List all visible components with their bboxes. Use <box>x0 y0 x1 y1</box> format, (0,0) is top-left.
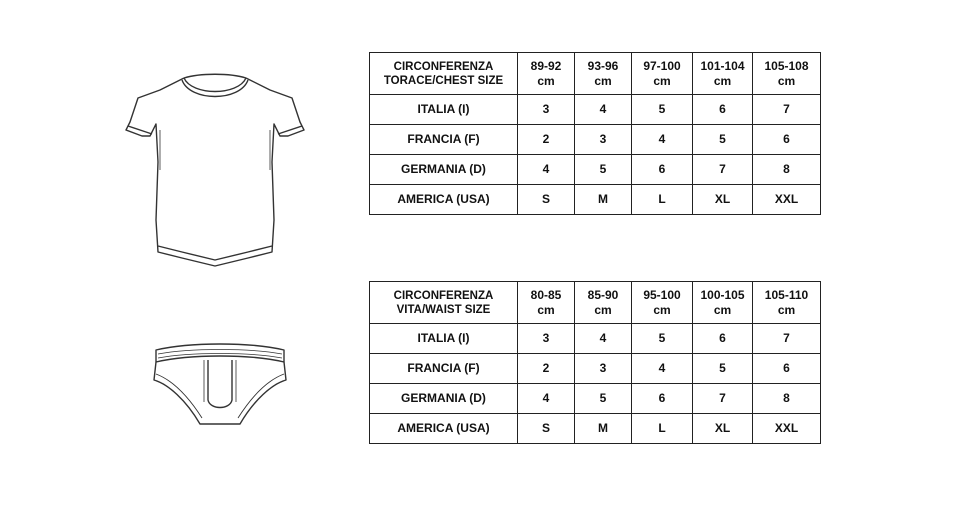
table-row <box>370 414 821 444</box>
size-cell: 5 <box>575 155 632 185</box>
size-cell: 7 <box>693 384 753 414</box>
row-label: FRANCIA (F) <box>370 354 518 384</box>
size-cell: 5 <box>693 125 753 155</box>
size-cell: 6 <box>693 95 753 125</box>
table-header-row <box>370 282 821 324</box>
size-range-header: 105-110 cm <box>753 282 821 324</box>
size-cell: 5 <box>632 95 693 125</box>
size-cell: M <box>575 414 632 444</box>
size-range-header: 105-108 cm <box>753 53 821 95</box>
table-row <box>370 125 821 155</box>
table-header-label: CIRCONFERENZA TORACE/CHEST SIZE <box>370 53 518 95</box>
size-cell: 7 <box>753 324 821 354</box>
table-header-label: CIRCONFERENZA VITA/WAIST SIZE <box>370 282 518 324</box>
tshirt-illustration <box>120 70 310 275</box>
table-row <box>370 185 821 215</box>
size-range-header: 97-100 cm <box>632 53 693 95</box>
size-cell: 4 <box>575 324 632 354</box>
table-row <box>370 384 821 414</box>
size-cell: XXL <box>753 414 821 444</box>
size-cell: 2 <box>518 354 575 384</box>
size-cell: 3 <box>518 324 575 354</box>
size-range-header: 80-85 cm <box>518 282 575 324</box>
size-cell: 4 <box>632 125 693 155</box>
row-label: GERMANIA (D) <box>370 155 518 185</box>
size-cell: 3 <box>575 125 632 155</box>
briefs-illustration <box>150 340 290 432</box>
size-cell: S <box>518 185 575 215</box>
size-range-header: 85-90 cm <box>575 282 632 324</box>
table-row <box>370 155 821 185</box>
size-cell: S <box>518 414 575 444</box>
size-cell: 4 <box>518 384 575 414</box>
size-cell: 5 <box>632 324 693 354</box>
size-cell: L <box>632 414 693 444</box>
size-cell: 3 <box>575 354 632 384</box>
size-cell: 7 <box>753 95 821 125</box>
size-range-header: 95-100 cm <box>632 282 693 324</box>
table-row <box>370 95 821 125</box>
size-cell: 6 <box>693 324 753 354</box>
size-range-header: 101-104 cm <box>693 53 753 95</box>
size-cell: 5 <box>693 354 753 384</box>
size-cell: 6 <box>632 384 693 414</box>
size-cell: 4 <box>632 354 693 384</box>
row-label: ITALIA (I) <box>370 324 518 354</box>
size-cell: L <box>632 185 693 215</box>
size-cell: M <box>575 185 632 215</box>
size-range-header: 89-92 cm <box>518 53 575 95</box>
size-cell: XL <box>693 414 753 444</box>
size-cell: 4 <box>575 95 632 125</box>
table-row <box>370 324 821 354</box>
chest-size-table <box>369 52 821 215</box>
size-cell: 3 <box>518 95 575 125</box>
size-cell: 8 <box>753 155 821 185</box>
size-cell: 7 <box>693 155 753 185</box>
row-label: ITALIA (I) <box>370 95 518 125</box>
size-cell: XXL <box>753 185 821 215</box>
size-range-header: 93-96 cm <box>575 53 632 95</box>
size-cell: 6 <box>632 155 693 185</box>
table-row <box>370 354 821 384</box>
row-label: AMERICA (USA) <box>370 185 518 215</box>
size-cell: 8 <box>753 384 821 414</box>
row-label: AMERICA (USA) <box>370 414 518 444</box>
waist-size-table <box>369 281 821 444</box>
size-cell: 6 <box>753 354 821 384</box>
size-range-header: 100-105 cm <box>693 282 753 324</box>
size-cell: 5 <box>575 384 632 414</box>
size-cell: 4 <box>518 155 575 185</box>
row-label: FRANCIA (F) <box>370 125 518 155</box>
size-cell: 6 <box>753 125 821 155</box>
size-cell: 2 <box>518 125 575 155</box>
table-header-row <box>370 53 821 95</box>
size-cell: XL <box>693 185 753 215</box>
row-label: GERMANIA (D) <box>370 384 518 414</box>
